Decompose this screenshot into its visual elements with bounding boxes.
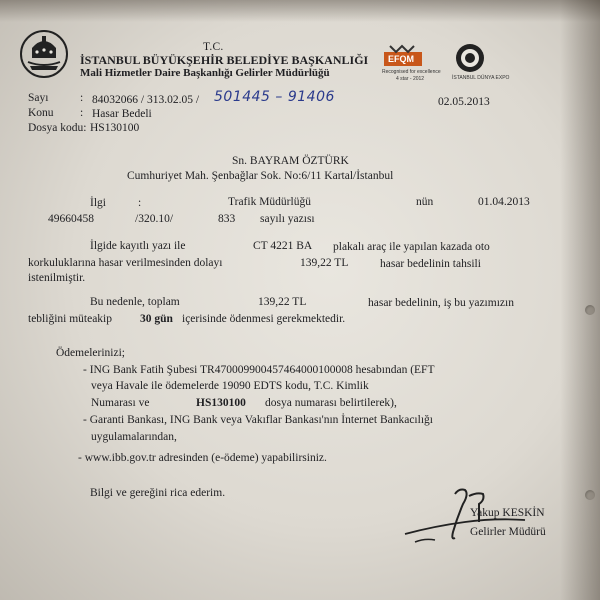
pay1-code: HS130100 [196,397,246,409]
letter-date: 02.05.2013 [438,96,490,108]
ilgi-colon: : [138,197,142,209]
sayi-handwritten: 501445 – 91406 [214,89,335,105]
header-tc: T.C. [203,41,224,53]
recipient-name: Sn. BAYRAM ÖZTÜRK [232,155,349,167]
right-logos [382,40,532,90]
ilgi-label: İlgi [90,197,106,209]
pay1-line3-a: Numarası ve [91,397,150,409]
pay1-line2: veya Havale ile ödemelerde 19090 EDTS kodu, T.C. Kimlik [91,380,369,392]
signatory-title: Gelirler Müdürü [470,526,546,538]
pay3-line: - www.ibb.gov.tr adresinden (e-ödeme) yapabilirsiniz. [78,452,327,464]
efqm-logo-icon [382,40,532,90]
p2-b: hasar bedelinin, iş bu yazımızın [368,297,514,309]
ibb-logo-icon [18,28,70,80]
recipient-address: Cumhuriyet Mah. Şenbağlar Sok. No:6/11 Kartal/İstanbul [127,170,394,182]
p2-line2-b: içerisinde ödenmesi gerekmektedir. [182,313,346,325]
p2-line2-a: tebliğini müteakip [28,313,112,325]
p2-amount: 139,22 TL [258,296,307,308]
pay1-line3-b: dosya numarası belirtilerek), [265,397,397,409]
sayi-colon: : [80,92,84,104]
closing-line: Bilgi ve gereğini rica ederim. [90,487,226,499]
header-department: Mali Hizmetler Daire Başkanlığı Gelirler Müdürlüğü [80,67,330,79]
signatory-name: Yakup KESKİN [470,507,545,519]
dosya-value: HS130100 [90,122,140,134]
ref-office: Trafik Müdürlüğü [228,196,311,208]
p1-line2-b: hasar bedelinin tahsili [380,258,481,270]
p2-a: Bu nedenle, toplam [90,296,180,308]
p1-line3: istenilmiştir. [28,272,86,284]
efqm-label: EFQM [388,54,414,64]
ref-date: 01.04.2013 [478,196,530,208]
pay1-line1: - ING Bank Fatih Şubesi TR470009900457464000100008 hesabından (EFT [83,364,435,376]
header-institution: İSTANBUL BÜYÜKŞEHİR BELEDİYE BAŞKANLIĞI [80,53,369,67]
p2-days: 30 gün [140,313,173,325]
konu-value: Hasar Bedeli [92,108,152,120]
handwritten-signature-icon [395,482,535,562]
pay2-line1: - Garanti Bankası, ING Bank veya Vakıflar Bankası'nın İnternet Bankacılığı [83,414,433,426]
dosya-label: Dosya kodu: [28,122,87,134]
ref-nun: nün [416,196,434,208]
ref-num1: 49660458 [48,213,94,225]
edge-shadow [560,0,600,600]
konu-label: Konu [28,107,54,119]
konu-colon: : [80,107,84,119]
sayi-value: 84032066 / 313.02.05 / [92,94,200,106]
sayi-label: Sayı [28,92,49,104]
p1-line1-a: İlgide kayıtlı yazı ile [90,240,186,252]
pay2-line2: uygulamalarından, [91,431,177,443]
p1-plate: CT 4221 BA [253,240,313,252]
expo-caption: İSTANBUL DÜNYA EXPO [452,75,510,81]
efqm-caption: Recognised for excellence [382,69,441,75]
punch-hole [585,305,595,315]
p1-amount: 139,22 TL [300,257,349,269]
p1-line2-a: korkuluklarına hasar verilmesinden dolayı [28,257,223,269]
punch-hole [585,490,595,500]
payments-title: Ödemelerinizi; [56,347,125,359]
ref-num3: 833 [218,213,236,225]
p1-line1-b: plakalı araç ile yapılan kazada oto [333,241,490,253]
efqm-year: 4 star - 2012 [396,76,425,82]
ref-num2: /320.10/ [135,213,174,225]
top-shadow [0,0,600,22]
ref-sayili: sayılı yazısı [260,213,315,225]
